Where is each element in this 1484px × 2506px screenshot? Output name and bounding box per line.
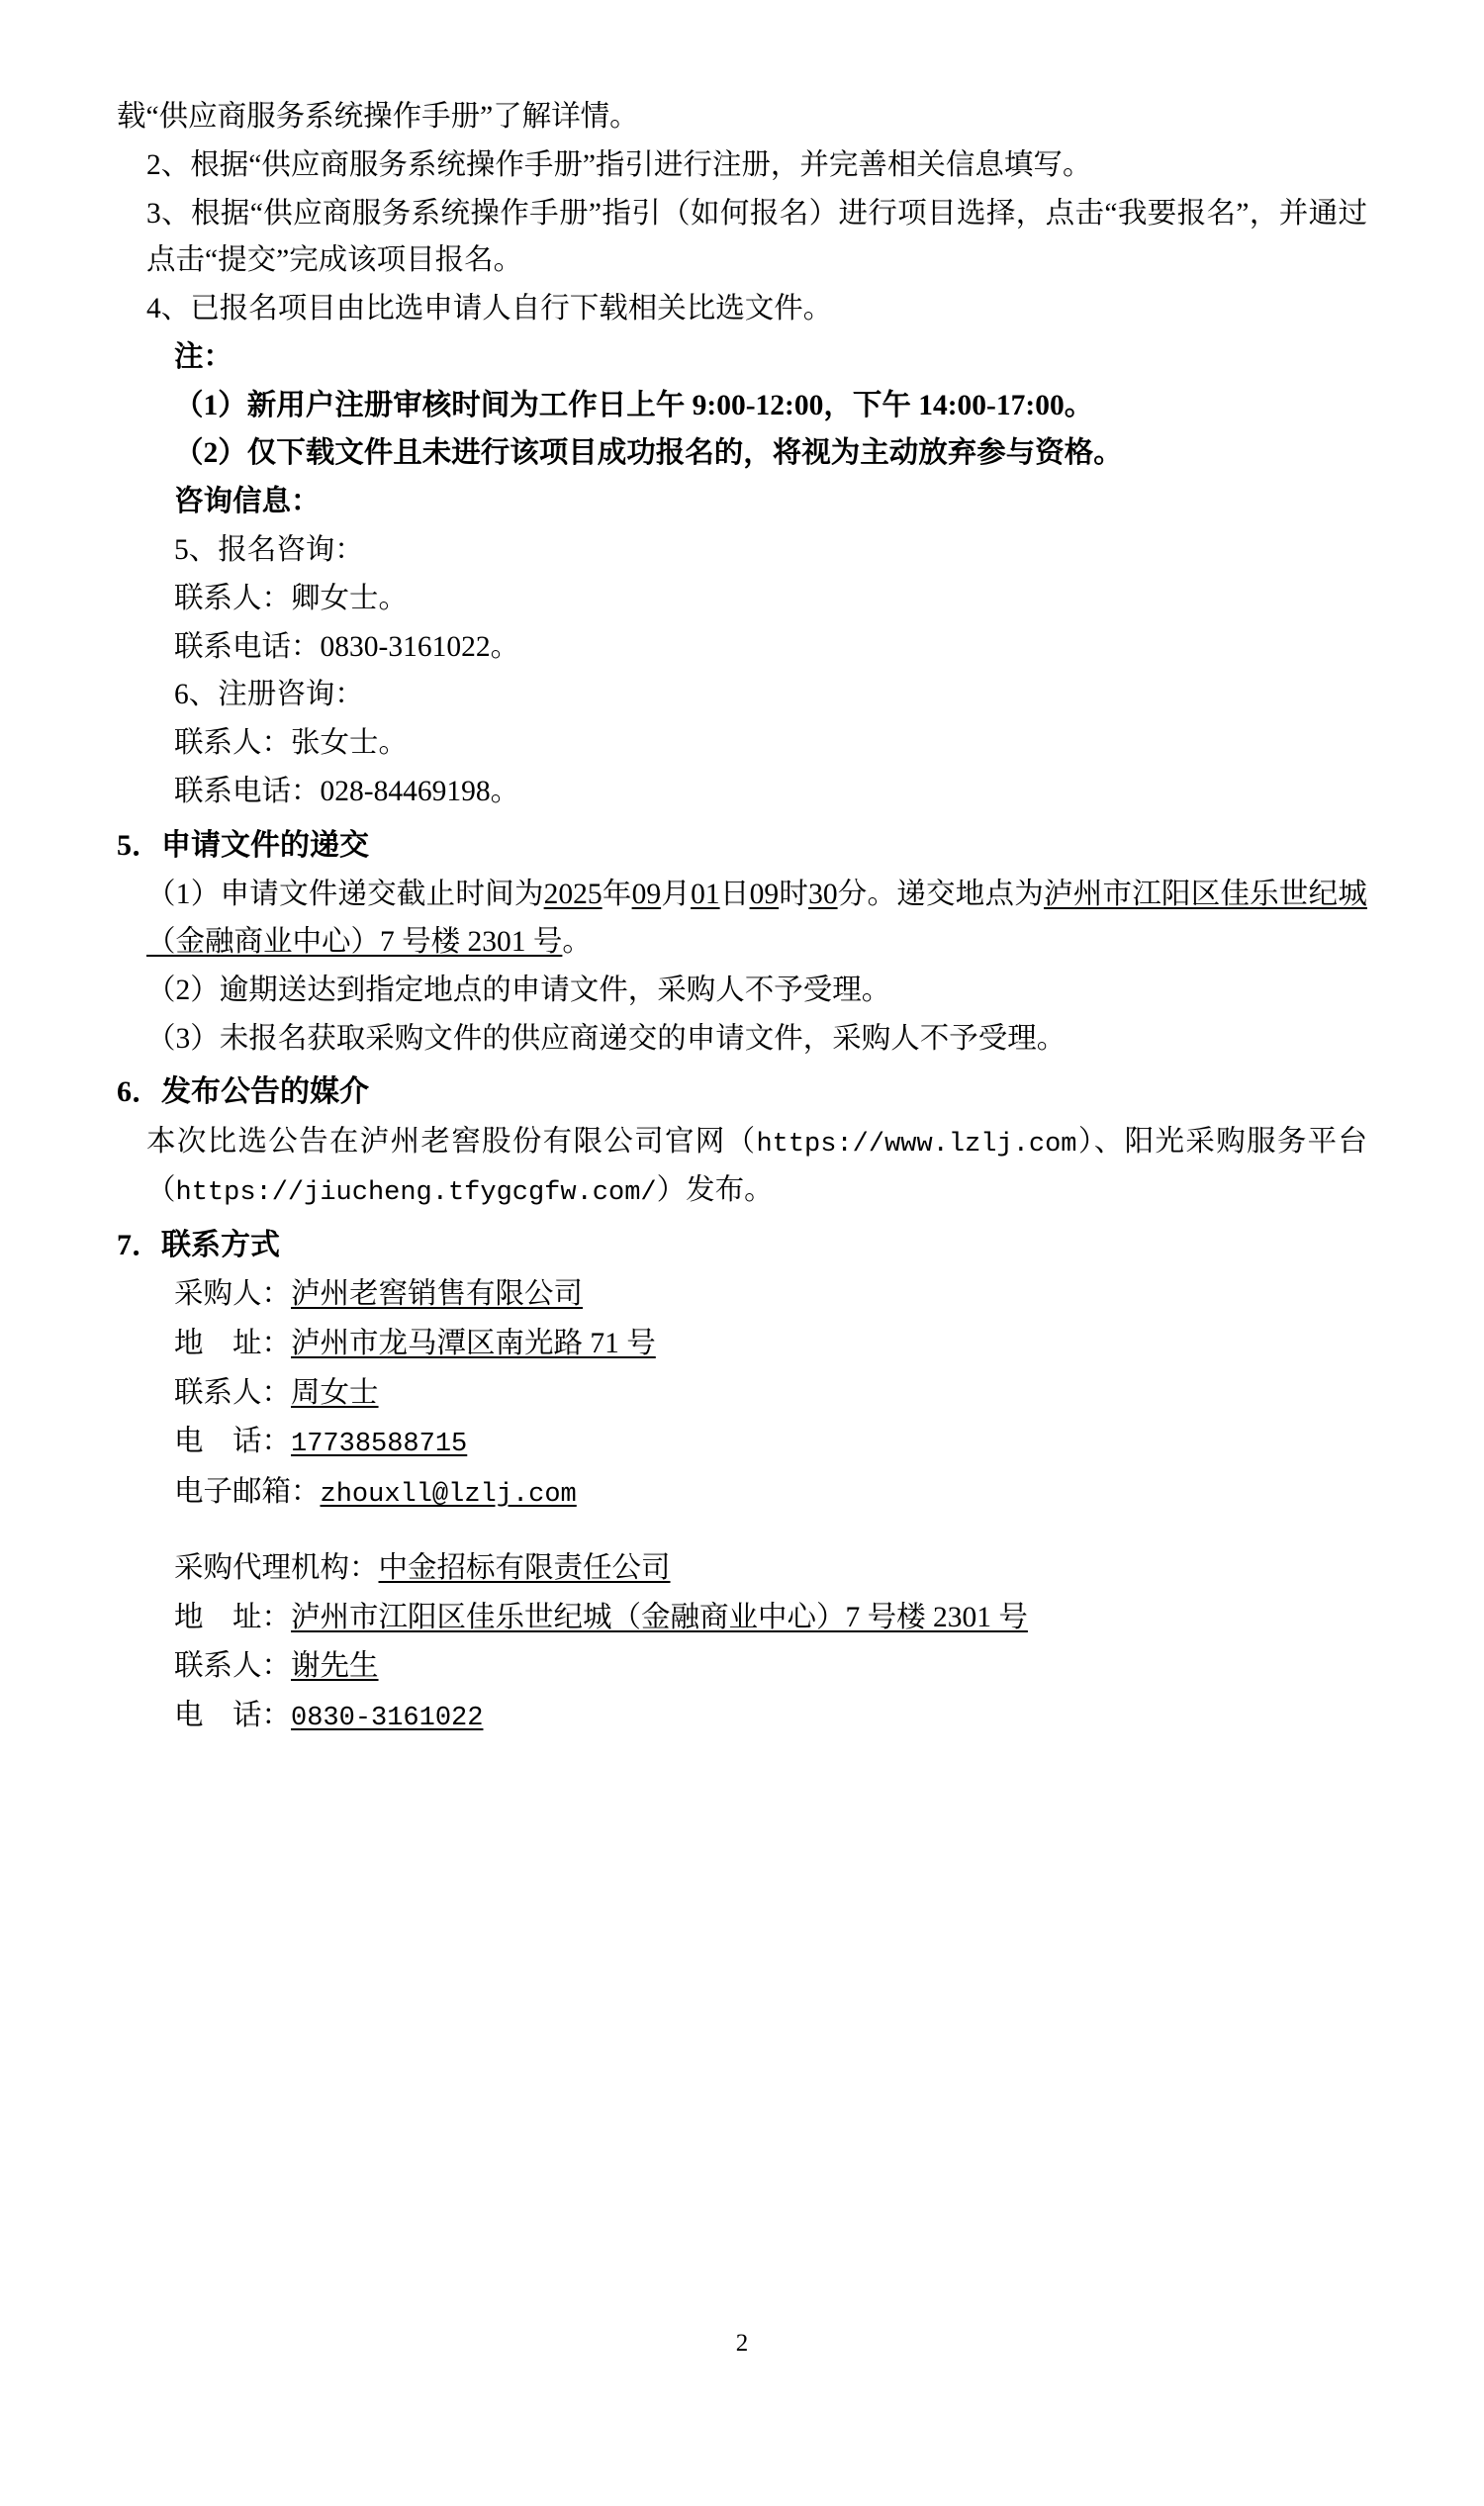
paragraph-step-3: 3、根据“供应商服务系统操作手册”指引（如何报名）进行项目选择，点击“我要报名”，并通过点击“提交”完成该项目报名。 bbox=[146, 197, 1367, 277]
media-middle: ）、阳光采购服务平台（ bbox=[146, 1126, 1367, 1206]
media-paragraph bbox=[117, 1119, 1367, 1215]
section-7-number: 7． bbox=[117, 1228, 161, 1261]
media-suffix: ）发布。 bbox=[656, 1173, 774, 1206]
signup-contact-person: 联系人：张女士。 bbox=[174, 727, 409, 760]
deadline-minute-unit: 分 bbox=[837, 879, 868, 911]
deadline-month-unit: 月 bbox=[661, 879, 692, 911]
note-item-1: （1）新用户注册审核时间为工作日上午 9:00-12:00，下午 14:00-17:00。 bbox=[174, 389, 1094, 421]
contact-row bbox=[174, 1271, 1367, 1319]
agency-address-value: 泸州市江阳区佳乐世纪城（金融商业中心）7 号楼 2301 号 bbox=[291, 1601, 1028, 1633]
note-label: 注： bbox=[174, 340, 233, 373]
media-prefix: 本次比选公告在泸州老窖股份有限公司官网（ bbox=[146, 1126, 757, 1159]
agency-phone-value: 0830-3161022 bbox=[291, 1704, 484, 1734]
section-5-number: 5． bbox=[117, 828, 161, 862]
agency-phone-label: 电 话： bbox=[174, 1700, 292, 1732]
deadline-minute: 30 bbox=[808, 879, 838, 911]
contact-block-divider bbox=[117, 1520, 1367, 1545]
deadline-month: 09 bbox=[631, 879, 662, 911]
purchaser-person-label: 联系人： bbox=[174, 1376, 292, 1409]
submission-deadline-paragraph bbox=[117, 872, 1367, 967]
submission-location-suffix: 。 bbox=[562, 926, 592, 959]
section-5-title: 申请文件的递交 bbox=[161, 828, 369, 862]
purchaser-email-label: 电子邮箱： bbox=[174, 1476, 321, 1509]
note-item-2: （2）仅下载文件且未进行该项目成功报名的，将视为主动放弃参与资格。 bbox=[174, 437, 1123, 470]
purchaser-address-value: 泸州市龙马潭区南光路 71 号 bbox=[291, 1327, 656, 1359]
deadline-hour: 09 bbox=[749, 879, 780, 911]
paragraph-step-5: 5、报名咨询： bbox=[174, 534, 364, 567]
purchaser-value: 泸州老窖销售有限公司 bbox=[291, 1278, 584, 1311]
purchaser-address-label: 地 址： bbox=[174, 1327, 292, 1359]
submission-rule-2: （2）逾期送达到指定地点的申请文件，采购人不予受理。 bbox=[146, 974, 891, 1006]
agency-contact-block bbox=[117, 1545, 1367, 1741]
contact-row bbox=[174, 1693, 1367, 1741]
deadline-year: 2025 bbox=[543, 879, 603, 911]
media-url-official[interactable]: https://www.lzlj.com bbox=[756, 1130, 1077, 1160]
page-number: 2 bbox=[735, 2330, 749, 2357]
purchaser-person-value: 周女士 bbox=[291, 1376, 379, 1409]
signup-contact-phone: 联系电话：028-84469198。 bbox=[174, 775, 520, 807]
contact-row bbox=[174, 1545, 1367, 1593]
agency-address-label: 地 址： bbox=[174, 1601, 292, 1633]
contact-row bbox=[174, 1321, 1367, 1368]
paragraph-step-6: 6、注册咨询： bbox=[174, 679, 364, 711]
submission-rule-3: （3）未报名获取采购文件的供应商递交的申请文件，采购人不予受理。 bbox=[146, 1022, 1067, 1055]
consult-info-label: 咨询信息： bbox=[174, 486, 321, 518]
contact-row bbox=[174, 1419, 1367, 1467]
document-body bbox=[117, 94, 1367, 1741]
agency-label: 采购代理机构： bbox=[174, 1551, 379, 1584]
paragraph-step-4: 4、已报名项目由比选申请人自行下载相关比选文件。 bbox=[146, 293, 833, 325]
contact-row bbox=[174, 1370, 1367, 1418]
section-6-title: 发布公告的媒介 bbox=[161, 1075, 369, 1109]
purchaser-email-value[interactable]: zhouxll@lzlj.com bbox=[320, 1480, 577, 1511]
agency-person-label: 联系人： bbox=[174, 1650, 292, 1683]
paragraph-continuation: 载“供应商服务系统操作手册”了解详情。 bbox=[117, 101, 639, 133]
registration-contact-person: 联系人：卿女士。 bbox=[174, 582, 409, 614]
section-heading-5 bbox=[117, 822, 1367, 871]
agency-value: 中金招标有限责任公司 bbox=[378, 1551, 671, 1584]
submission-location-prefix: 。递交地点为 bbox=[867, 879, 1044, 911]
media-url-platform[interactable]: https://jiucheng.tfygcgfw.com/ bbox=[175, 1177, 657, 1208]
deadline-year-unit: 年 bbox=[602, 879, 632, 911]
purchaser-label: 采购人： bbox=[174, 1278, 292, 1311]
purchaser-phone-label: 电 话： bbox=[174, 1426, 292, 1458]
paragraph-step-2: 2、根据“供应商服务系统操作手册”指引进行注册，并完善相关信息填写。 bbox=[146, 148, 1092, 181]
section-heading-6 bbox=[117, 1068, 1367, 1117]
purchaser-contact-block bbox=[117, 1271, 1367, 1518]
purchaser-phone-value: 17738588715 bbox=[291, 1430, 468, 1460]
deadline-day-unit: 日 bbox=[719, 879, 750, 911]
contact-row bbox=[174, 1643, 1367, 1691]
submission-deadline-prefix: （1）申请文件递交截止时间为 bbox=[146, 879, 544, 911]
section-7-title: 联系方式 bbox=[161, 1228, 280, 1261]
section-6-number: 6． bbox=[117, 1075, 161, 1109]
submission-location-address: 泸州市江阳区佳乐世纪城（金融商业中心）7 号楼 2301 号 bbox=[146, 879, 1367, 959]
contact-row bbox=[174, 1469, 1367, 1518]
agency-person-value: 谢先生 bbox=[291, 1650, 379, 1683]
contact-row bbox=[174, 1595, 1367, 1642]
deadline-hour-unit: 时 bbox=[779, 879, 809, 911]
registration-contact-phone: 联系电话：0830-3161022。 bbox=[174, 630, 520, 663]
deadline-day: 01 bbox=[691, 879, 720, 911]
section-heading-7 bbox=[117, 1222, 1367, 1270]
